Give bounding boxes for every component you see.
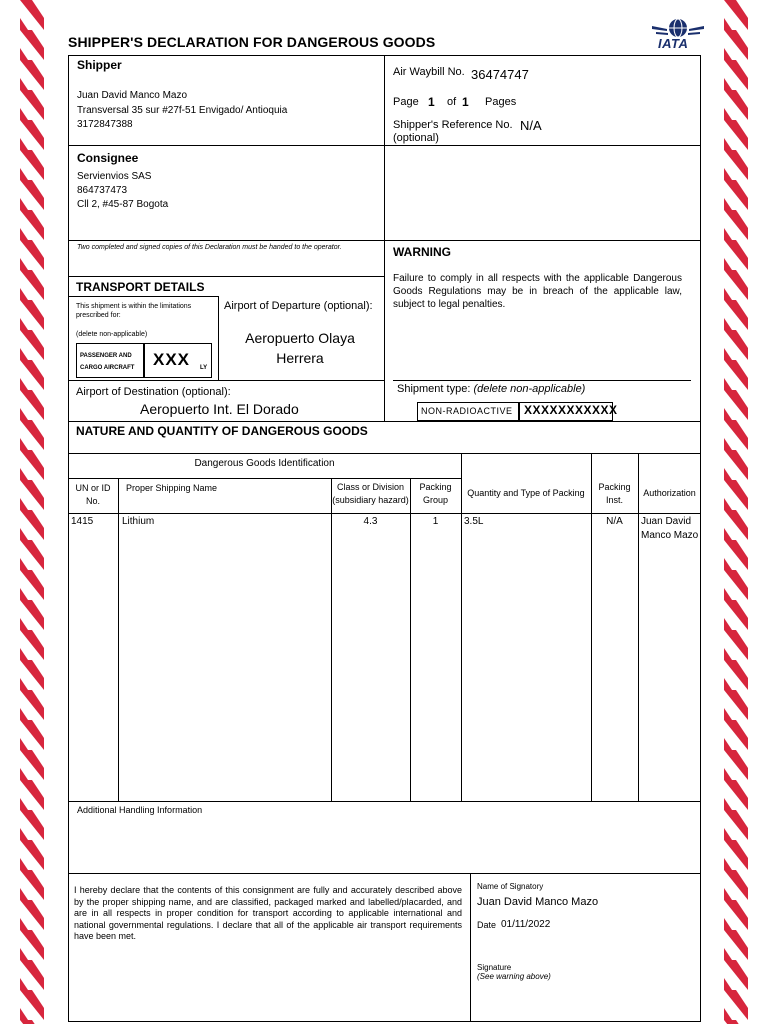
row-un: 1415 [71, 516, 94, 527]
col-pi-header: Packing Inst. [598, 482, 631, 505]
row-psn: Lithium [122, 516, 155, 527]
warning-text: Failure to comply in all respects with the applicable Dangerous Goods Regulations may be in breach of the applicable law, subject to legal penalties. [393, 273, 682, 310]
limitations-note: This shipment is within the limitations prescribed for: [76, 303, 192, 319]
signature-label: Signature [477, 963, 512, 972]
date-value: 01/11/2022 [501, 919, 551, 930]
additional-handling-label: Additional Handling Information [77, 805, 203, 815]
dg-identification-header: Dangerous Goods Identification [194, 458, 335, 469]
col-psn-header: Proper Shipping Name [126, 483, 218, 493]
warning-label: WARNING [393, 245, 451, 259]
document-title: SHIPPER'S DECLARATION FOR DANGEROUS GOODS [68, 34, 436, 50]
declaration-text: I hereby declare that the contents of this consignment are fully and accurately described above by the proper shipping name, and are classified, packaged marked and labelled/placarded, and are in all respects in proper condition for transport according to applicable international and national governmental regulations. I declare that all of the applicable air transport requirements have been met. [74, 885, 462, 941]
radioactive-strike: XXXXXXXXXXX [524, 403, 618, 417]
signatory-label: Name of Signatory [477, 882, 544, 891]
nature-quantity-label: NATURE AND QUANTITY OF DANGEROUS GOODS [76, 424, 368, 438]
shipment-type-italic: (delete non-applicable) [473, 383, 586, 395]
date-label: Date [477, 920, 497, 930]
pages-label: Pages [485, 96, 517, 108]
row-class: 4.3 [363, 516, 378, 527]
page-label: Page [393, 96, 419, 108]
shipper-name: Juan David Manco Mazo [77, 90, 188, 101]
transport-details-label: TRANSPORT DETAILS [76, 280, 205, 294]
right-hatch-border [724, 0, 748, 1024]
departure-label: Airport of Departure (optional): [224, 300, 373, 312]
departure-value: Aeropuerto Olaya Herrera [245, 330, 355, 366]
consignee-address: Cll 2, #45-87 Bogota [77, 199, 169, 210]
cargo-only-strike: XXX [153, 350, 191, 369]
row-pi: N/A [606, 516, 623, 527]
shipper-ref-value: N/A [520, 118, 542, 133]
col-pg-header: Packing Group [419, 482, 452, 505]
shipper-address: Transversal 35 sur #27f-51 Envigado/ Antioquia [77, 105, 288, 116]
awb-number: 36474747 [471, 67, 529, 82]
copies-note: Two completed and signed copies of this Declaration must be handed to the operator. [77, 244, 342, 251]
shipment-type-label [397, 383, 585, 395]
page-total: 1 [462, 95, 469, 109]
signature-note: (See warning above) [477, 972, 551, 981]
row-qty: 3.5L [464, 516, 484, 527]
non-radioactive-label: NON-RADIOACTIVE [421, 406, 513, 416]
row-auth: Juan David Manco Mazo [641, 516, 699, 541]
destination-label: Airport of Destination (optional): [76, 386, 231, 398]
of-label: of [447, 96, 457, 108]
consignee-label: Consignee [77, 151, 139, 165]
col-auth-header: Authorization [643, 488, 696, 498]
page-current: 1 [428, 95, 435, 109]
shipper-ref-label: Shipper's Reference No. [393, 119, 513, 131]
consignee-phone: 864737473 [77, 185, 128, 196]
col-un-header: UN or ID No. [75, 483, 111, 506]
row-pg: 1 [432, 516, 439, 527]
left-hatch-border [20, 0, 44, 1024]
cargo-only-label-partial: LY [200, 365, 208, 371]
iata-logo-text: IATA [658, 36, 689, 51]
delete-note: (delete non-applicable) [76, 331, 148, 338]
shipper-ref-optional: (optional) [393, 132, 439, 144]
shipper-phone: 3172847388 [77, 119, 133, 130]
signatory-value: Juan David Manco Mazo [477, 896, 599, 908]
col-qty-header: Quantity and Type of Packing [467, 488, 585, 498]
shipment-type-text: Shipment type: [397, 383, 471, 395]
destination-value: Aeropuerto Int. El Dorado [140, 401, 299, 417]
consignee-name: Servienvios SAS [77, 171, 152, 182]
passenger-cargo-label: PASSENGER AND CARGO AIRCRAFT [80, 353, 135, 371]
col-class-header: Class or Division (subsidiary hazard) [332, 482, 409, 505]
iata-logo [650, 18, 706, 52]
shipper-label: Shipper [77, 58, 122, 72]
awb-label: Air Waybill No. [393, 66, 465, 78]
